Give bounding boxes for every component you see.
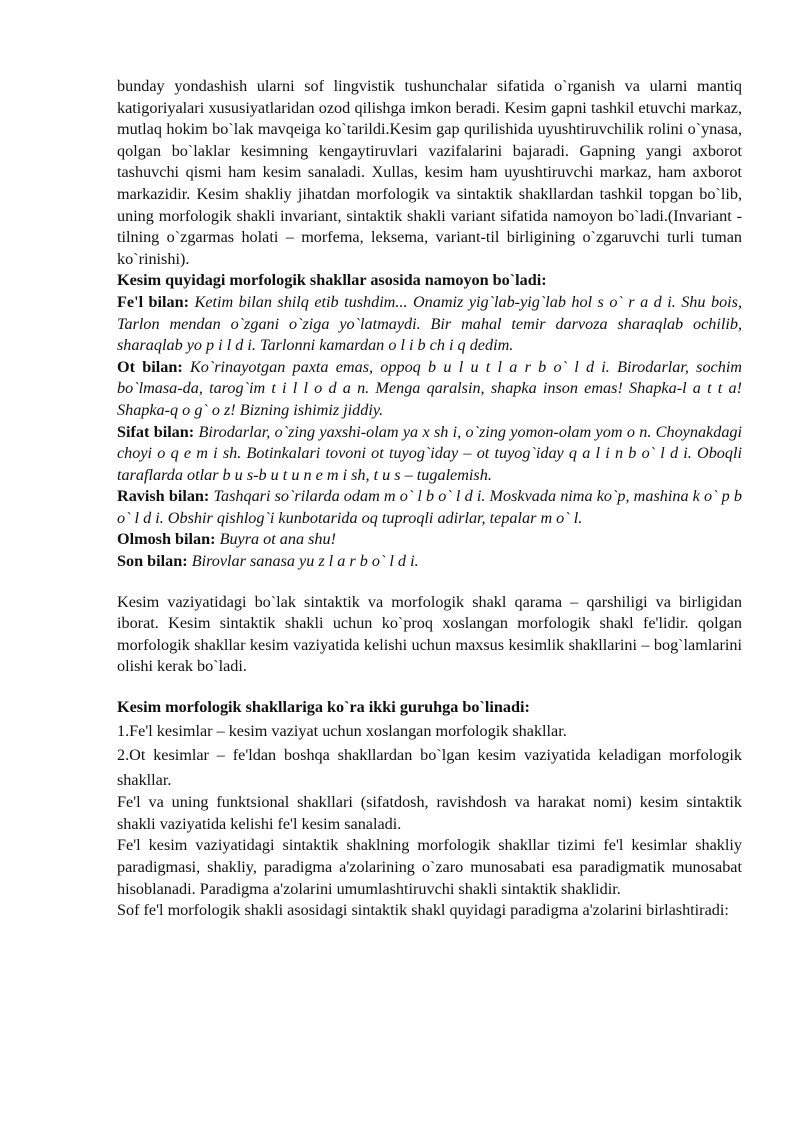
form-numeral <box>117 551 742 573</box>
form-example: Ketim bilan shilq etib tushdim... Onamiz yig`lab-yig`lab hol s o` r a d i. Shu bois, Tarlon mendan o`zgani o`ziga yo`latmaydi. Bir mahal temir darvoza sharaqlab ochilib, sharaqlab yo p i l d i. Tarlonni kamardan o l i b ch i q dedim. <box>117 292 743 355</box>
form-label: Olmosh bilan: <box>117 530 216 549</box>
form-example: Tashqari so`rilarda odam m o` l b o` l d i. Moskvada nima ko`p, mashina k o` p b o` l d i. Obshir qishlog`i kunbotarida oq tuproqli adirlar, tepalar m o` l. <box>117 487 742 527</box>
heading-morphological-forms <box>117 270 742 292</box>
paragraph-pure-verb: Sof fe'l morfologik shakli asosidagi sintaktik shakl quyidagi paradigma a'zolarini birlashtiradi: <box>117 901 729 920</box>
list-item-noun-predicates: 2.Ot kesimlar – fe'ldan boshqa shakllardan bo`lgan kesim vaziyatida keladigan morfologik shakllar. <box>117 746 742 789</box>
form-example: Birodarlar, o`zing yaxshi-olam ya x sh i, o`zing yomon-olam yom o n. Choynakdagi choyi o q e m i sh. Botinkalari tovoni ot tuyog`iday – ot tuyog`iday q a l i n b o` l d i. Oboqli taraflarda otlar b u s-b u t u n e m i sh, t u s – tugalemish. <box>117 422 743 484</box>
form-noun <box>117 357 742 422</box>
form-adjective <box>117 422 742 487</box>
form-pronoun <box>117 529 742 551</box>
heading-text: Kesim quyidagi morfologik shakllar asosida namoyon bo`ladi: <box>117 271 547 290</box>
form-example: Birovlar sanasa yu z l a r b o` l d i. <box>191 552 419 571</box>
form-label: Fe'l bilan: <box>117 292 190 311</box>
paragraph-predicate-form: Kesim vaziyatidagi bo`lak sintaktik va morfologik shakl qarama – qarshiligi va birligidan iborat. Kesim sintaktik shakli uchun ko`proq xoslangan morfologik shakl fe'lidir. qolgan morfologik shakllar kesim vaziyatida kelishi uchun maxsus kesimlik shakllarini – bog`lamlarini olishi kerak bo`ladi. <box>117 592 742 676</box>
form-label: Ot bilan: <box>117 357 183 376</box>
form-example: Buyra ot ana shu! <box>219 530 337 549</box>
form-verb <box>117 292 742 357</box>
paragraph-verb-functional-forms: Fe'l va uning funktsional shakllari (sifatdosh, ravishdosh va harakat nomi) kesim sintaktik shakli vaziyatida kelishi fe'l kesim sanaladi. <box>117 793 742 833</box>
form-label: Sifat bilan: <box>117 422 195 441</box>
form-adverb <box>117 486 742 529</box>
form-label: Son bilan: <box>117 552 188 571</box>
heading-two-groups <box>117 697 742 719</box>
form-label: Ravish bilan: <box>117 487 210 506</box>
form-example: Ko`rinayotgan paxta emas, oppoq b u l u t l a r b o` l d i. Birodarlar, sochim bo`lmasa-da, tarog`im t i l l o d a n. Menga qaralsin, shapka inson emas! Shapka-l a t t a! Shapka-q o g` o z! Bizning ishimiz jiddiy. <box>117 357 743 419</box>
intro-paragraph: bunday yondashish ularni sof lingvistik tushunchalar sifatida o`rganish va ularni mantiq katigoriyalari xususiyatlaridan ozod qilishga imkon beradi. Kesim gapni tashkil etuvchi markaz, mutlaq hokim bo`lak mavqeiga ko`tarildi.Kesim gap qurilishida uyushtiruvchilik rolini o`ynasa, qolgan bo`laklar kesimning kengaytiruvlari vazifalarini bajaradi. Gapning yangi axborot tashuvchi qismi ham kesim sanaladi. Xullas, kesim ham uyushtiruvchi markaz, ham axborot markazidir. Kesim shakliy jihatdan morfologik va sintaktik shakllardan tashkil topgan bo`lib, uning morfologik shakli invariant, sintaktik shakli variant sifatida namoyon bo`ladi.(Invariant - tilning o`zgarmas holati – morfema, leksema, variant-til birligining o`zgaruvchi turli tuman ko`rinishi). <box>117 77 742 268</box>
heading-text: Kesim morfologik shakllariga ko`ra ikki guruhga bo`linadi: <box>117 698 530 717</box>
document-page <box>117 76 742 922</box>
list-item-verb-predicates: 1.Fe'l kesimlar – kesim vaziyat uchun xoslangan morfologik shakllar. <box>117 721 567 740</box>
paragraph-paradigm: Fe'l kesim vaziyatidagi sintaktik shaklning morfologik shakllar tizimi fe'l kesimlar shakliy paradigmasi, shakliy, paradigma a'zolarining o`zaro munosabati esa paradigmatik munosabat hisoblanadi. Paradigma a'zolarini umumlashtiruvchi shakli sintaktik shaklidir. <box>117 836 742 898</box>
